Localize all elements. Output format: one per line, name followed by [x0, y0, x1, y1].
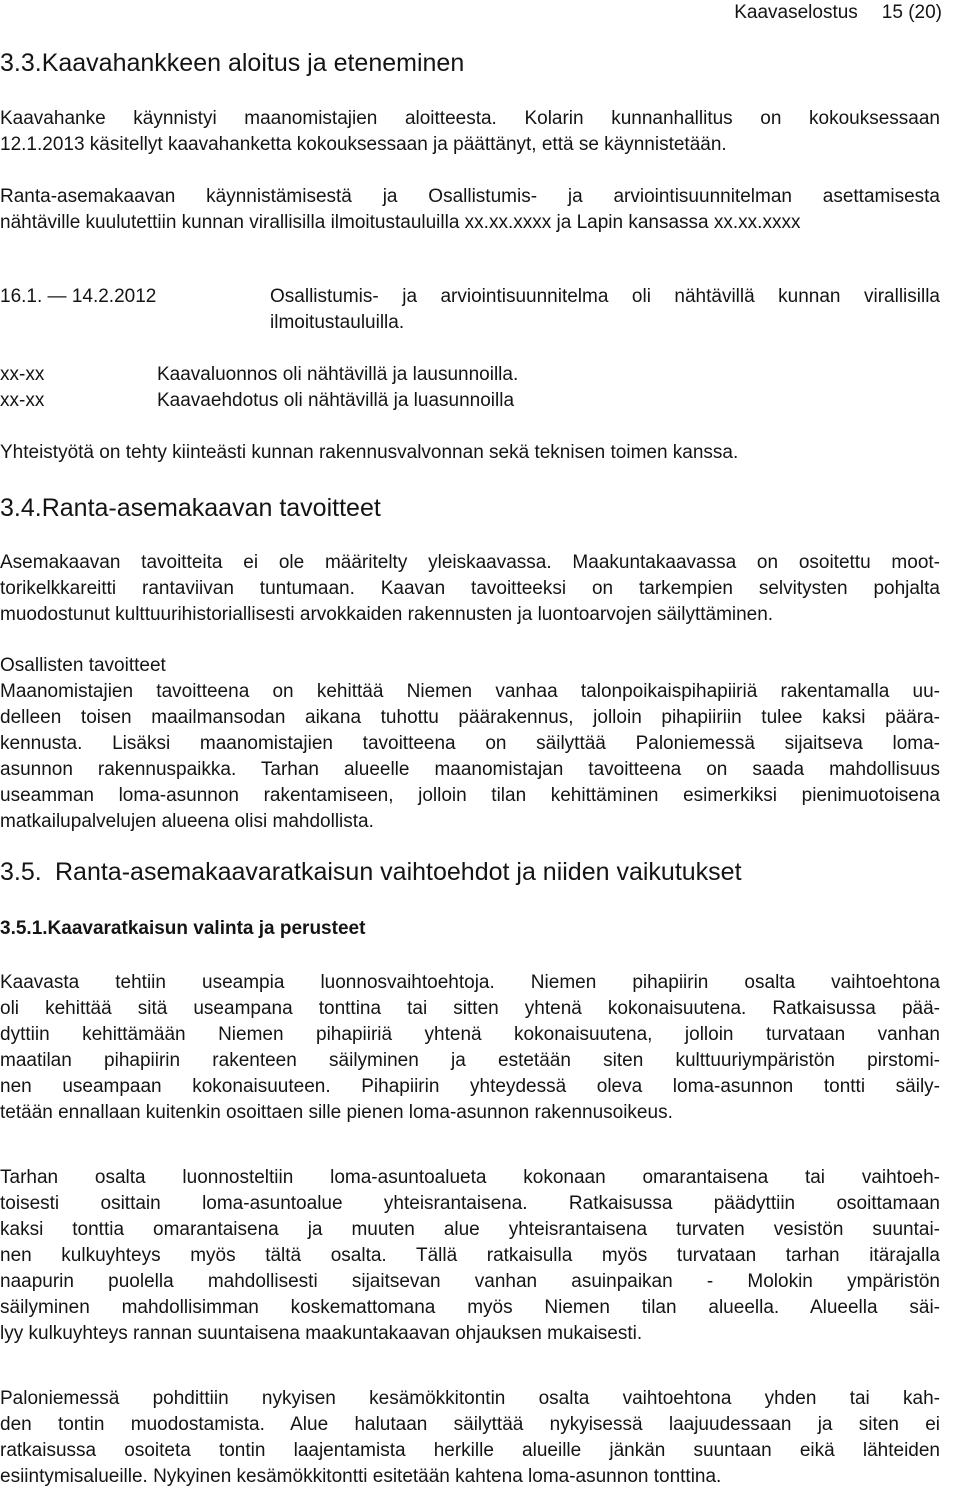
paragraph-objectives — [0, 550, 940, 628]
page-header — [734, 1, 942, 25]
section-heading-3-5 — [0, 857, 742, 887]
section-title: Ranta-asemakaavaratkaisun vaihtoehdot ja niiden vaikutukset — [55, 858, 742, 886]
subheading-stakeholder-objectives: Osallisten tavoitteet — [0, 655, 166, 676]
text-line: kaksi tonttia omarantaisena ja muuten alue yhteisrantaisena turvaten vesistön suuntai- — [0, 1219, 940, 1240]
text-line: 12.1.2013 käsitellyt kaavahanketta kokouksessaan ja päättänyt, että se käynnistetään. — [0, 134, 727, 155]
section-title: Kaavahankkeen aloitus ja eteneminen — [41, 49, 465, 77]
text-line: Kaavaluonnos oli nähtävillä ja lausunnoilla. — [157, 364, 519, 385]
text-line: Paloniemessä pohdittiin nykyisen kesämökkitontin osalta vaihtoehtona yhden tai kah- — [0, 1388, 940, 1409]
text-line: Kaavahanke käynnistyi maanomistajien aloitteesta. Kolarin kunnanhallitus on kokouksessaan — [0, 108, 940, 129]
text-line: Kaavasta tehtiin useampia luonnosvaihtoehtoja. Niemen pihapiirin osalta vaihtoehtona — [0, 972, 940, 993]
text-line: Asemakaavan tavoitteita ei ole määritelty yleiskaavassa. Maakuntakaavassa on osoitettu moot- — [0, 552, 940, 573]
text-line: torikelkkareitti rantaviivan tuntumaan. Kaavan tavoitteeksi on tarkempien selvitysten pohjalta — [0, 578, 940, 599]
paragraph-alternatives-paloniemi — [0, 1386, 940, 1490]
text-line: oli kehittää sitä useampana tonttina tai sitten yhtenä kokonaisuutena. Ratkaisussa pää- — [0, 998, 940, 1019]
paragraph-alternatives-tarha — [0, 1165, 940, 1347]
timeline-text — [270, 284, 940, 336]
section-number: 3.3. — [0, 49, 42, 77]
section-heading-3-4 — [0, 493, 381, 523]
timeline-date: 16.1. — 14.2.2012 — [0, 286, 157, 307]
text-line: Maanomistajien tavoitteena on kehittää Niemen vanhaa talonpoikaispihapiiriä rakentamalla uu- — [0, 681, 940, 702]
section-title: Ranta-asemakaavan tavoitteet — [41, 494, 381, 522]
text-line: Tarhan osalta luonnosteltiin loma-asuntoalueta kokonaan omarantaisena tai vaihtoeh- — [0, 1167, 940, 1188]
section-number: 3.5.1. — [0, 918, 48, 939]
text-line: nähtäville kuulutettiin kunnan virallisilla ilmoitustauluilla xx.xx.xxxx ja Lapin kansassa xx.xx.xxxx — [0, 212, 801, 233]
text-line: kennusta. Lisäksi maanomistajien tavoitteena on säilyttää Paloniemessä sijaitseva loma- — [0, 733, 940, 754]
text-line: lyy kulkuyhteys rannan suuntaisena maakuntakaavan ohjauksen mukaisesti. — [0, 1323, 643, 1344]
text-line: den tontin muodostamista. Alue halutaan säilyttää nykyisessä laajuudessaan ja siten ei — [0, 1414, 940, 1435]
text-line: ratkaisussa osoiteta tontin laajentamista herkille alueille jänkän suuntaan eikä lähteiden — [0, 1440, 940, 1461]
section-number: 3.4. — [0, 494, 42, 522]
text-line: esiintymisalueille. Nykyinen kesämökkitontti esitetään kahtena loma-asunnon tonttina. — [0, 1466, 722, 1487]
text-line: useamman loma-asunnon rakentamiseen, jolloin tilan kehittäminen esimerkiksi pienimuotoisena — [0, 785, 940, 806]
text-line: Ranta-asemakaavan käynnistämisestä ja Osallistumis- ja arviointisuunnitelman asettamisesta — [0, 186, 940, 207]
text-line: maatilan pihapiirin rakenteen säilyminen ja estetään siten kulttuuriympäristön pirstomi- — [0, 1050, 940, 1071]
section-number: 3.5. — [0, 858, 42, 886]
text-line: toisesti osittain loma-asuntoalue yhteisrantaisena. Ratkaisussa päädyttiin osoittamaan — [0, 1193, 940, 1214]
text-line: ilmoitustauluilla. — [270, 312, 405, 333]
paragraph-announcement — [0, 184, 940, 236]
paragraph-alternatives-niemi — [0, 970, 940, 1126]
text-line: naapurin puolella mahdollisesti sijaitsevan vanhan asuinpaikan - Molokin ympäristön — [0, 1271, 940, 1292]
document-title: Kaavaselostus — [734, 2, 858, 23]
timeline-text — [157, 362, 518, 388]
text-line: delleen toisen maailmansodan aikana tuhottu päärakennus, jolloin pihapiiriin tulee kaksi päära- — [0, 707, 940, 728]
section-heading-3-3 — [0, 48, 464, 78]
timeline-date: xx-xx — [0, 390, 45, 411]
text-line: nen useampaan kokonaisuuteen. Pihapiirin yhteydessä oleva loma-asunnon tontti säily- — [0, 1076, 940, 1097]
section-title: Kaavaratkaisun valinta ja perusteet — [47, 918, 366, 939]
text-line: asunnon rakennuspaikka. Tarhan alueelle maanomistajan tavoitteena on saada mahdollisuus — [0, 759, 940, 780]
text-line: matkailupalvelujen alueena olisi mahdollista. — [0, 811, 374, 832]
text-line: säilyminen mahdollisimman koskemattomana myös Niemen tilan alueella. Alueella säi- — [0, 1297, 940, 1318]
paragraph-project-start — [0, 106, 940, 158]
paragraph-stakeholder-objectives — [0, 653, 940, 835]
timeline-text — [157, 388, 514, 414]
page-number: 15 (20) — [881, 2, 942, 23]
text-line: nen kulkuyhteys myös tältä osalta. Tällä ratkaisulla myös turvataan tarhan itärajalla — [0, 1245, 940, 1266]
text-line: Yhteistyötä on tehty kiinteästi kunnan rakennusvalvonnan sekä teknisen toimen kanssa. — [0, 442, 739, 463]
text-line: Osallistumis- ja arviointisuunnitelma oli nähtävillä kunnan virallisilla — [270, 286, 940, 307]
section-heading-3-5-1 — [0, 917, 365, 941]
text-line: Kaavaehdotus oli nähtävillä ja luasunnoilla — [157, 390, 515, 411]
text-line: muodostunut kulttuurihistoriallisesti arvokkaiden rakennusten ja luontoarvojen säilyttäminen. — [0, 604, 774, 625]
timeline-date: xx-xx — [0, 364, 45, 385]
text-line: tetään ennallaan kuitenkin osoittaen sille pienen loma-asunnon rakennusoikeus. — [0, 1102, 673, 1123]
paragraph-cooperation — [0, 440, 940, 466]
text-line: dyttiin kehittämään Niemen pihapiiriä yhtenä kokonaisuutena, jolloin turvataan vanhan — [0, 1024, 940, 1045]
